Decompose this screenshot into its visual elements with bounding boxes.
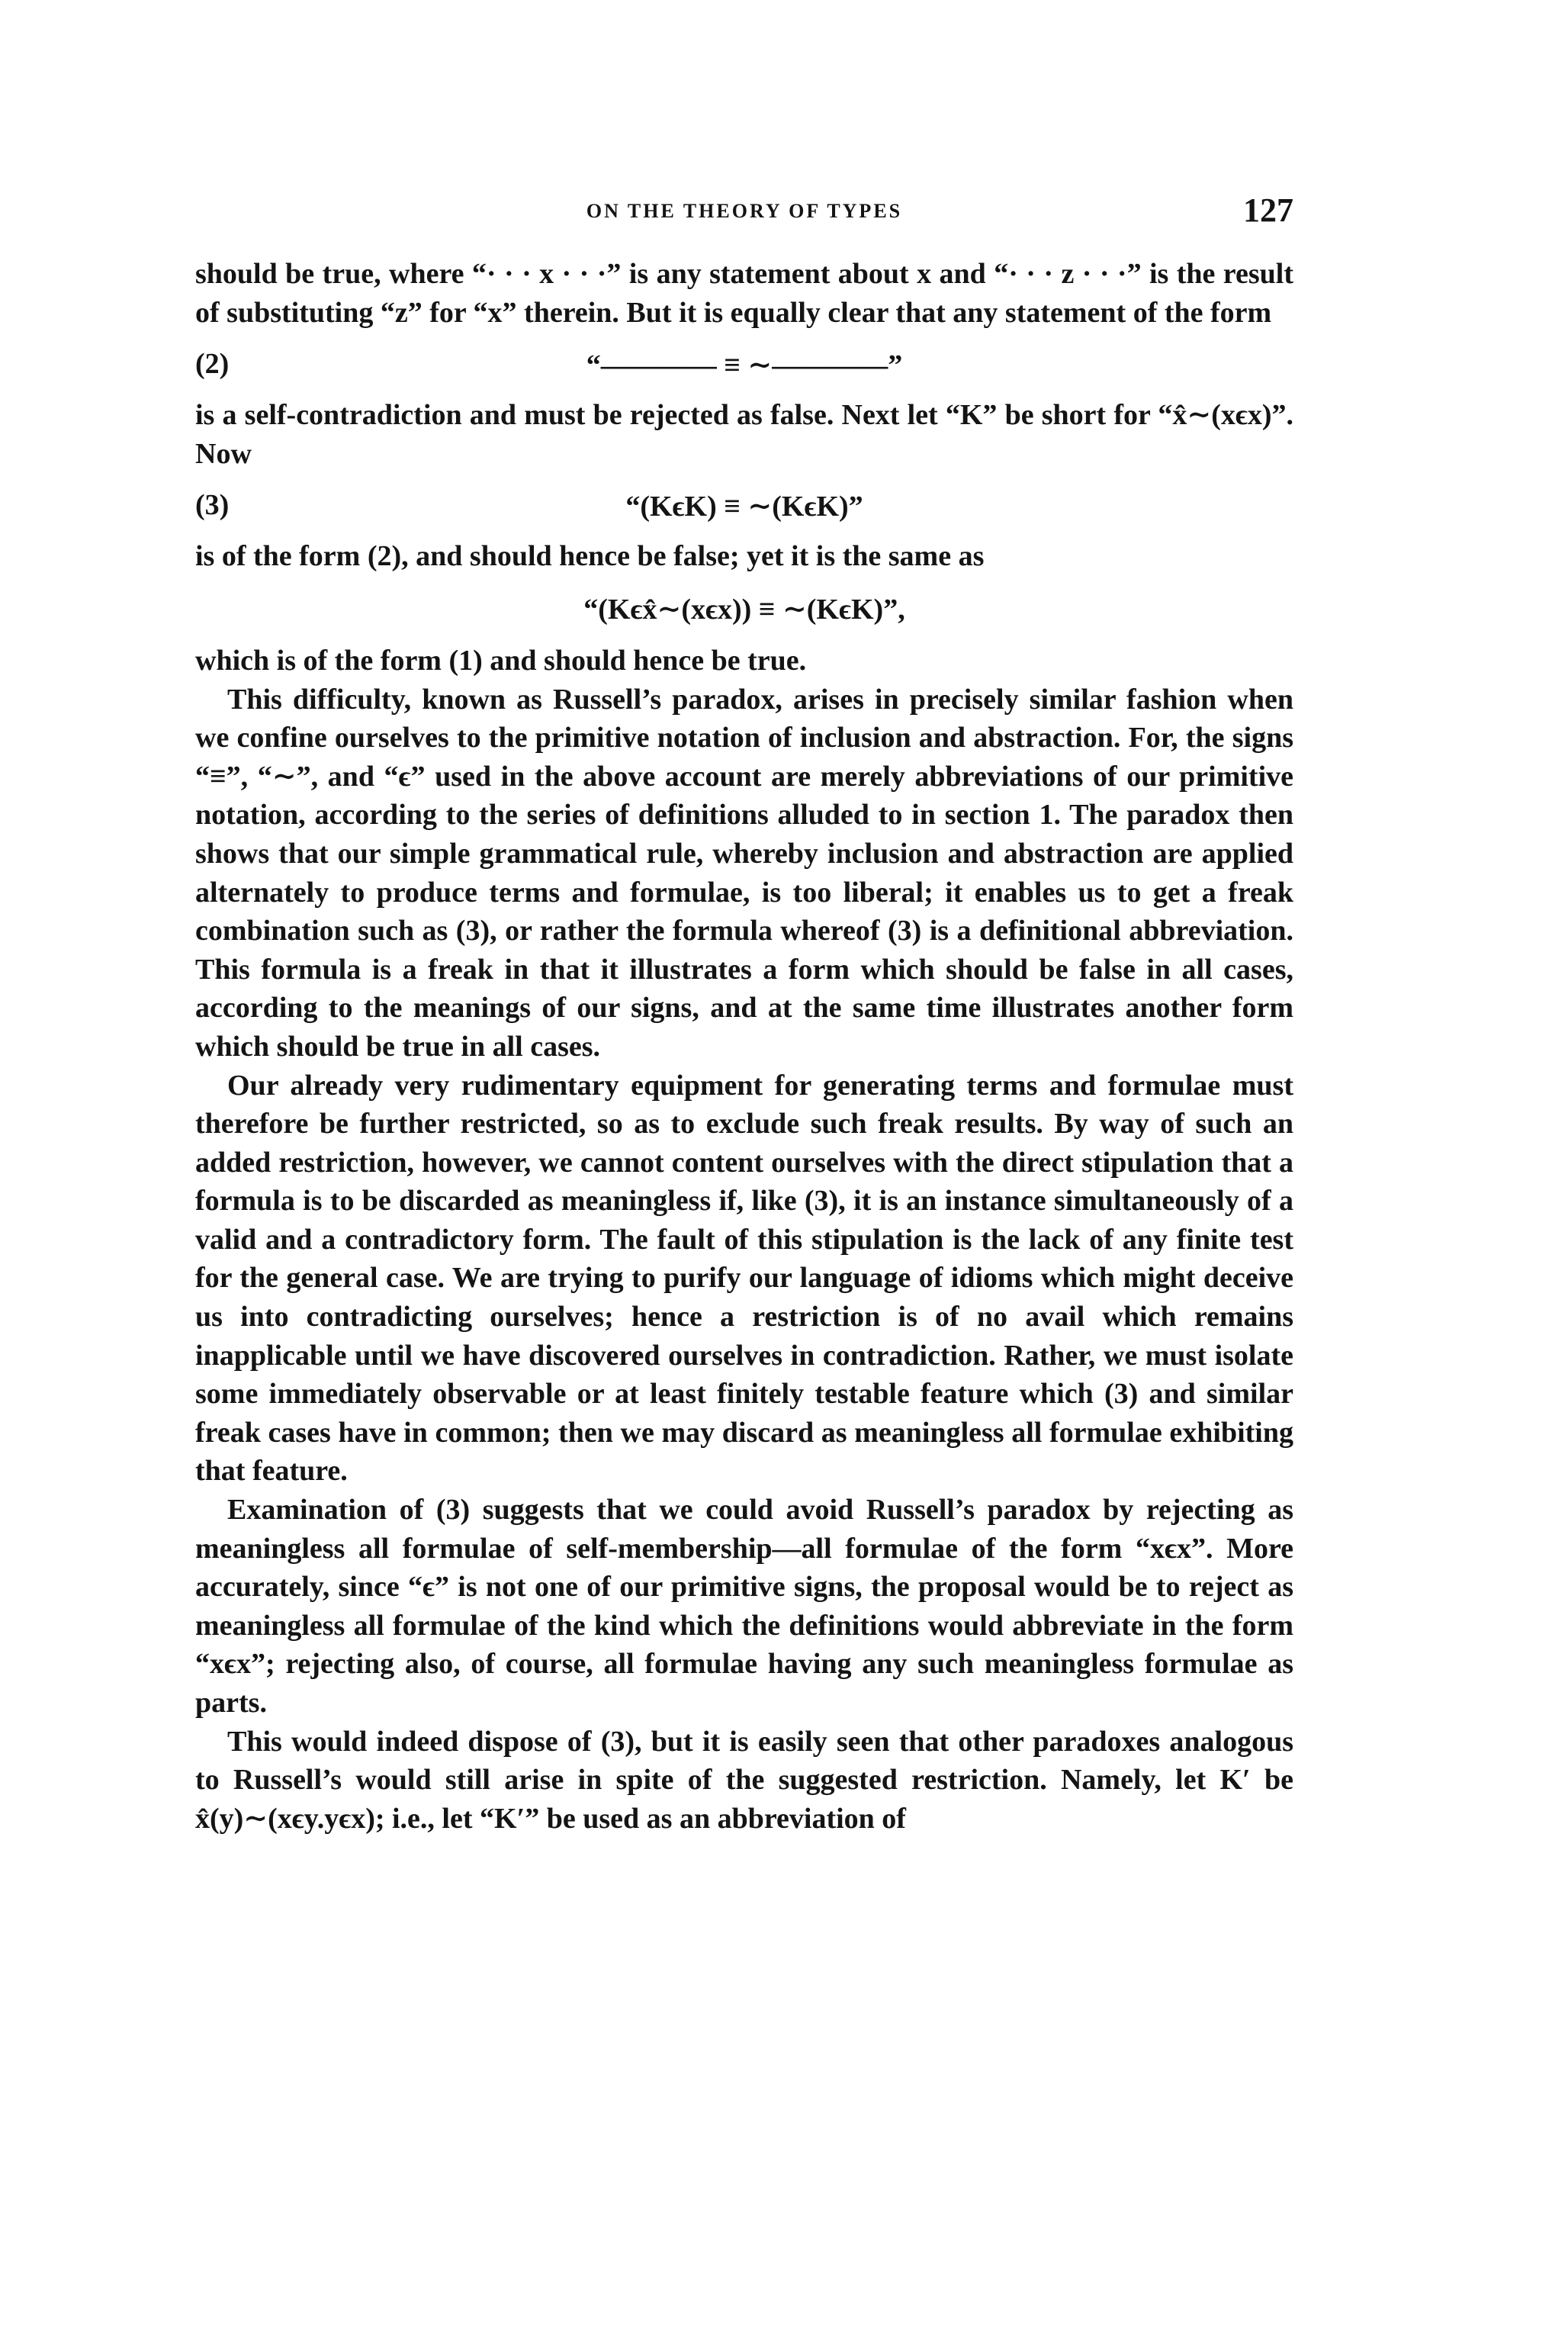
formula-unnumbered (195, 576, 1293, 642)
page-number: 127 (1243, 191, 1293, 229)
paragraph-7: Examination of (3) suggests that we could avoid Russell’s paradox by rejecting as meaningless all formulae of self-membership—all formulae of the form “xϵx”. More accurately, since “ϵ” is not one of our primitive signs, the proposal would be to reject as meaningless all formulae of the kind which the definitions would abbreviate in the form “xϵx”; rejecting also, of course, all formulae having any such meaningless formulae as parts. (195, 1494, 1293, 1719)
paragraph-4: which is of the form (1) and should hence be true. (195, 644, 807, 677)
running-title: ON THE THEORY OF TYPES (586, 200, 903, 222)
page (195, 191, 1293, 1838)
paragraph-8: This would indeed dispose of (3), but it is easily seen that other paradoxes analogous to Russell’s would still arise in spite of the suggested restriction. Namely, let K′ be x̂(y)∼(xϵy.yϵx); i.e., let “K′” be used as an abbreviation of (195, 1725, 1293, 1835)
paragraph-6: Our already very rudimentary equipment for generating terms and formulae must therefore be further restricted, so as to exclude such freak results. By way of such an added restriction, however, we cannot content ourselves with the direct stipulation that a formula is to be discarded as meaningless if, like (3), it is an instance simultaneously of a valid and a contradictory form. The fault of this stipulation is the lack of any finite test for the general case. We are trying to purify our language of idioms which might deceive us into contradicting ourselves; hence a restriction is of no avail which remains inapplicable until we have discovered ourselves in contradiction. Rather, we must isolate some immediately observable or at least finitely testable feature which (3) and similar freak cases have in common; then we may discard as meaningless all formulae exhibiting that feature. (195, 1069, 1293, 1488)
formula-3 (195, 473, 1293, 537)
paragraph-2: is a self-contradiction and must be rejected as false. Next let “K” be short for “x̂∼(xϵx)”. Now (195, 399, 1293, 470)
formula-2-body: “———— ≡ ∼————” (586, 349, 903, 382)
running-head (195, 191, 1293, 240)
paragraph-5: This difficulty, known as Russell’s paradox, arises in precisely similar fashion when we confine ourselves to the primitive notation of inclusion and abstraction. For, the signs “≡”, “∼”, and “ϵ” used in the above account are merely abbreviations of our primitive notation, according to the series of definitions alluded to in section 1. The paradox then shows that our simple grammatical rule, whereby inclusion and abstraction are applied alternately to produce terms and formulae, is too liberal; it enables us to get a freak combination such as (3), or rather the formula whereof (3) is a definitional abbreviation. This formula is a freak in that it illustrates a form which should be false in all cases, according to the meanings of our signs, and at the same time illustrates another form which should be true in all cases. (195, 683, 1293, 1063)
formula-2-number: (2) (195, 348, 230, 381)
formula-3-body: “(KϵK) ≡ ∼(KϵK)” (625, 491, 863, 523)
paragraph-1: should be true, where “· · · x · · ·” is any statement about x and “· · · z · · ·” is the result of substituting “z” for “x” therein. But it is equally clear that any statement of the form (195, 258, 1293, 329)
paragraph-3: is of the form (2), and should hence be false; yet it is the same as (195, 540, 985, 573)
formula-3-number: (3) (195, 489, 230, 522)
formula-2 (195, 332, 1293, 396)
formula-unnumbered-body: “(Kϵx̂∼(xϵx)) ≡ ∼(KϵK)”, (583, 593, 905, 626)
